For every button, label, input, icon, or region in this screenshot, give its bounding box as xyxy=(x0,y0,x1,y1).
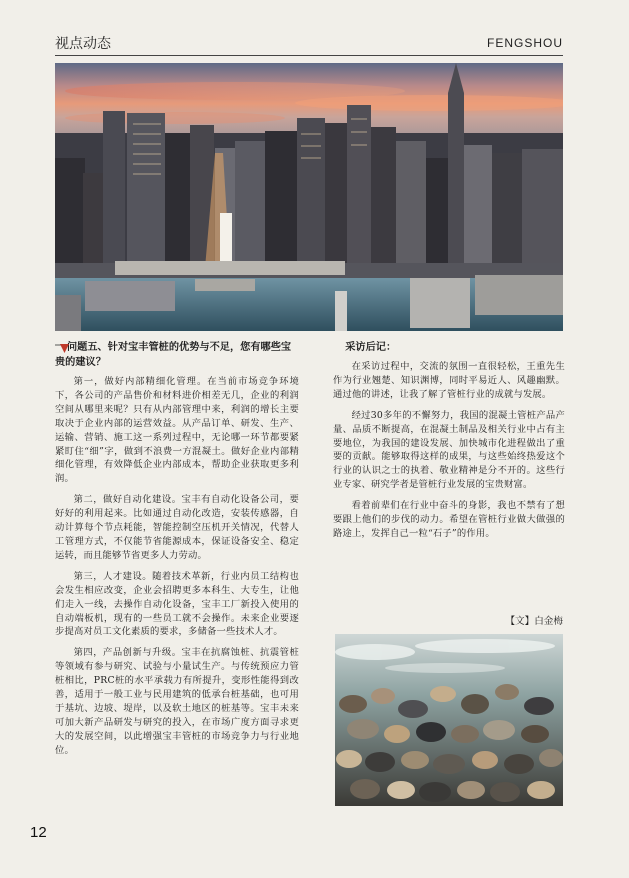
right-column xyxy=(333,340,565,548)
afterword-paragraph-2: 经过30多年的不懈努力，我国的混凝土管桩产品产量、品质不断提高，在混凝土制品及相关行业中占有主要地位，为我国的建设发展、加快城市化进程做出了重要的贡献。能够取得这样的成果，与这些始终热爱这个行业的认识之士的执着、敬业精神是分不开的。这些行业专家、研究学者是管桩行业发展的宝贵财富。 xyxy=(333,409,565,491)
page-number: 12 xyxy=(30,824,47,841)
paragraph-3: 第三，人才建设。随着技术革新，行业内员工结构也会发生相应改变，企业会招聘更多本科生、大专生，让他们走入一线，去操作自动化设备，宝丰工厂新投入使用的自动端板机，现有的一些员工就不会操作。未来企业要逐步提高对员工文化素质的要求，多储备一些技术人才。 xyxy=(55,570,299,638)
author-byline: 【文】白金梅 xyxy=(505,616,563,627)
brand-title: FENGSHOU xyxy=(486,36,563,50)
afterword-paragraph-1: 在采访过程中，交流的氛围一直很轻松，王重先生作为行业翘楚、知识渊博，同时平易近人、风趣幽默。通过他的讲述，让我了解了管桩行业的成就与发展。 xyxy=(333,361,565,400)
paragraph-1: 第一，做好内部精细化管理。在当前市场竞争环境下，各公司的产品售价和材料进价相差无几，企业的利润空间从哪里来呢？只有从内部管理中来，利润的增长主要取决于企业内部的运营效益。从产品订单、研发、生产、运输、营销、施工这一系列过程中，无论哪一环节都要紧紧盯住“细”字，做到不浪费一方混凝土。做好企业内部精细化管理，有效降低企业内部成本，帮助企业获取更多利润。 xyxy=(55,376,299,485)
afterword-paragraph-3: 看着前辈们在行业中奋斗的身影，我也不禁有了想要跟上他们的步伐的动力。希望在管桩行业做大做强的路途上，发挥自己一粒“石子”的作用。 xyxy=(333,500,565,539)
afterword-heading: 采访后记： xyxy=(345,342,397,353)
question-heading: 问题五、针对宝丰管桩的优势与不足，您有哪些宝贵的建议？ xyxy=(55,342,292,368)
header-rule xyxy=(55,55,563,56)
section-title: 视点动态 xyxy=(55,36,111,52)
left-column xyxy=(55,340,299,765)
pebbles-photo xyxy=(335,634,563,806)
paragraph-2: 第二，做好自动化建设。宝丰有自动化设备公司，要好好的利用起来。比如通过自动化改造，安装传感器，自动计算每个节点耗能，智能控制空压机开关情况，代替人工管理方式，不仅能节省能源成本，保证设备安全、稳定运转，而且能够节省更多人力劳动。 xyxy=(55,494,299,561)
red-triangle-icon xyxy=(55,344,69,354)
paragraph-4: 第四，产品创新与升级。宝丰在抗腐蚀桩、抗震管桩等领域有参与研究、试验与小量试生产。与传统预应力管桩相比，PRC桩的水平承载力有所提升，变形性能得到改善，适用于一般工业与民用建筑的低承台桩基础，也可用于基坑、边坡、堤岸，以及软土地区的桩基等。宝丰未来可加大新产品研发与研究的投入，在市场广度方面寻求更大的发展空间，以此增强宝丰管桩的市场竞争力与行业地位。 xyxy=(55,647,299,756)
hero-city-photo xyxy=(55,63,563,331)
